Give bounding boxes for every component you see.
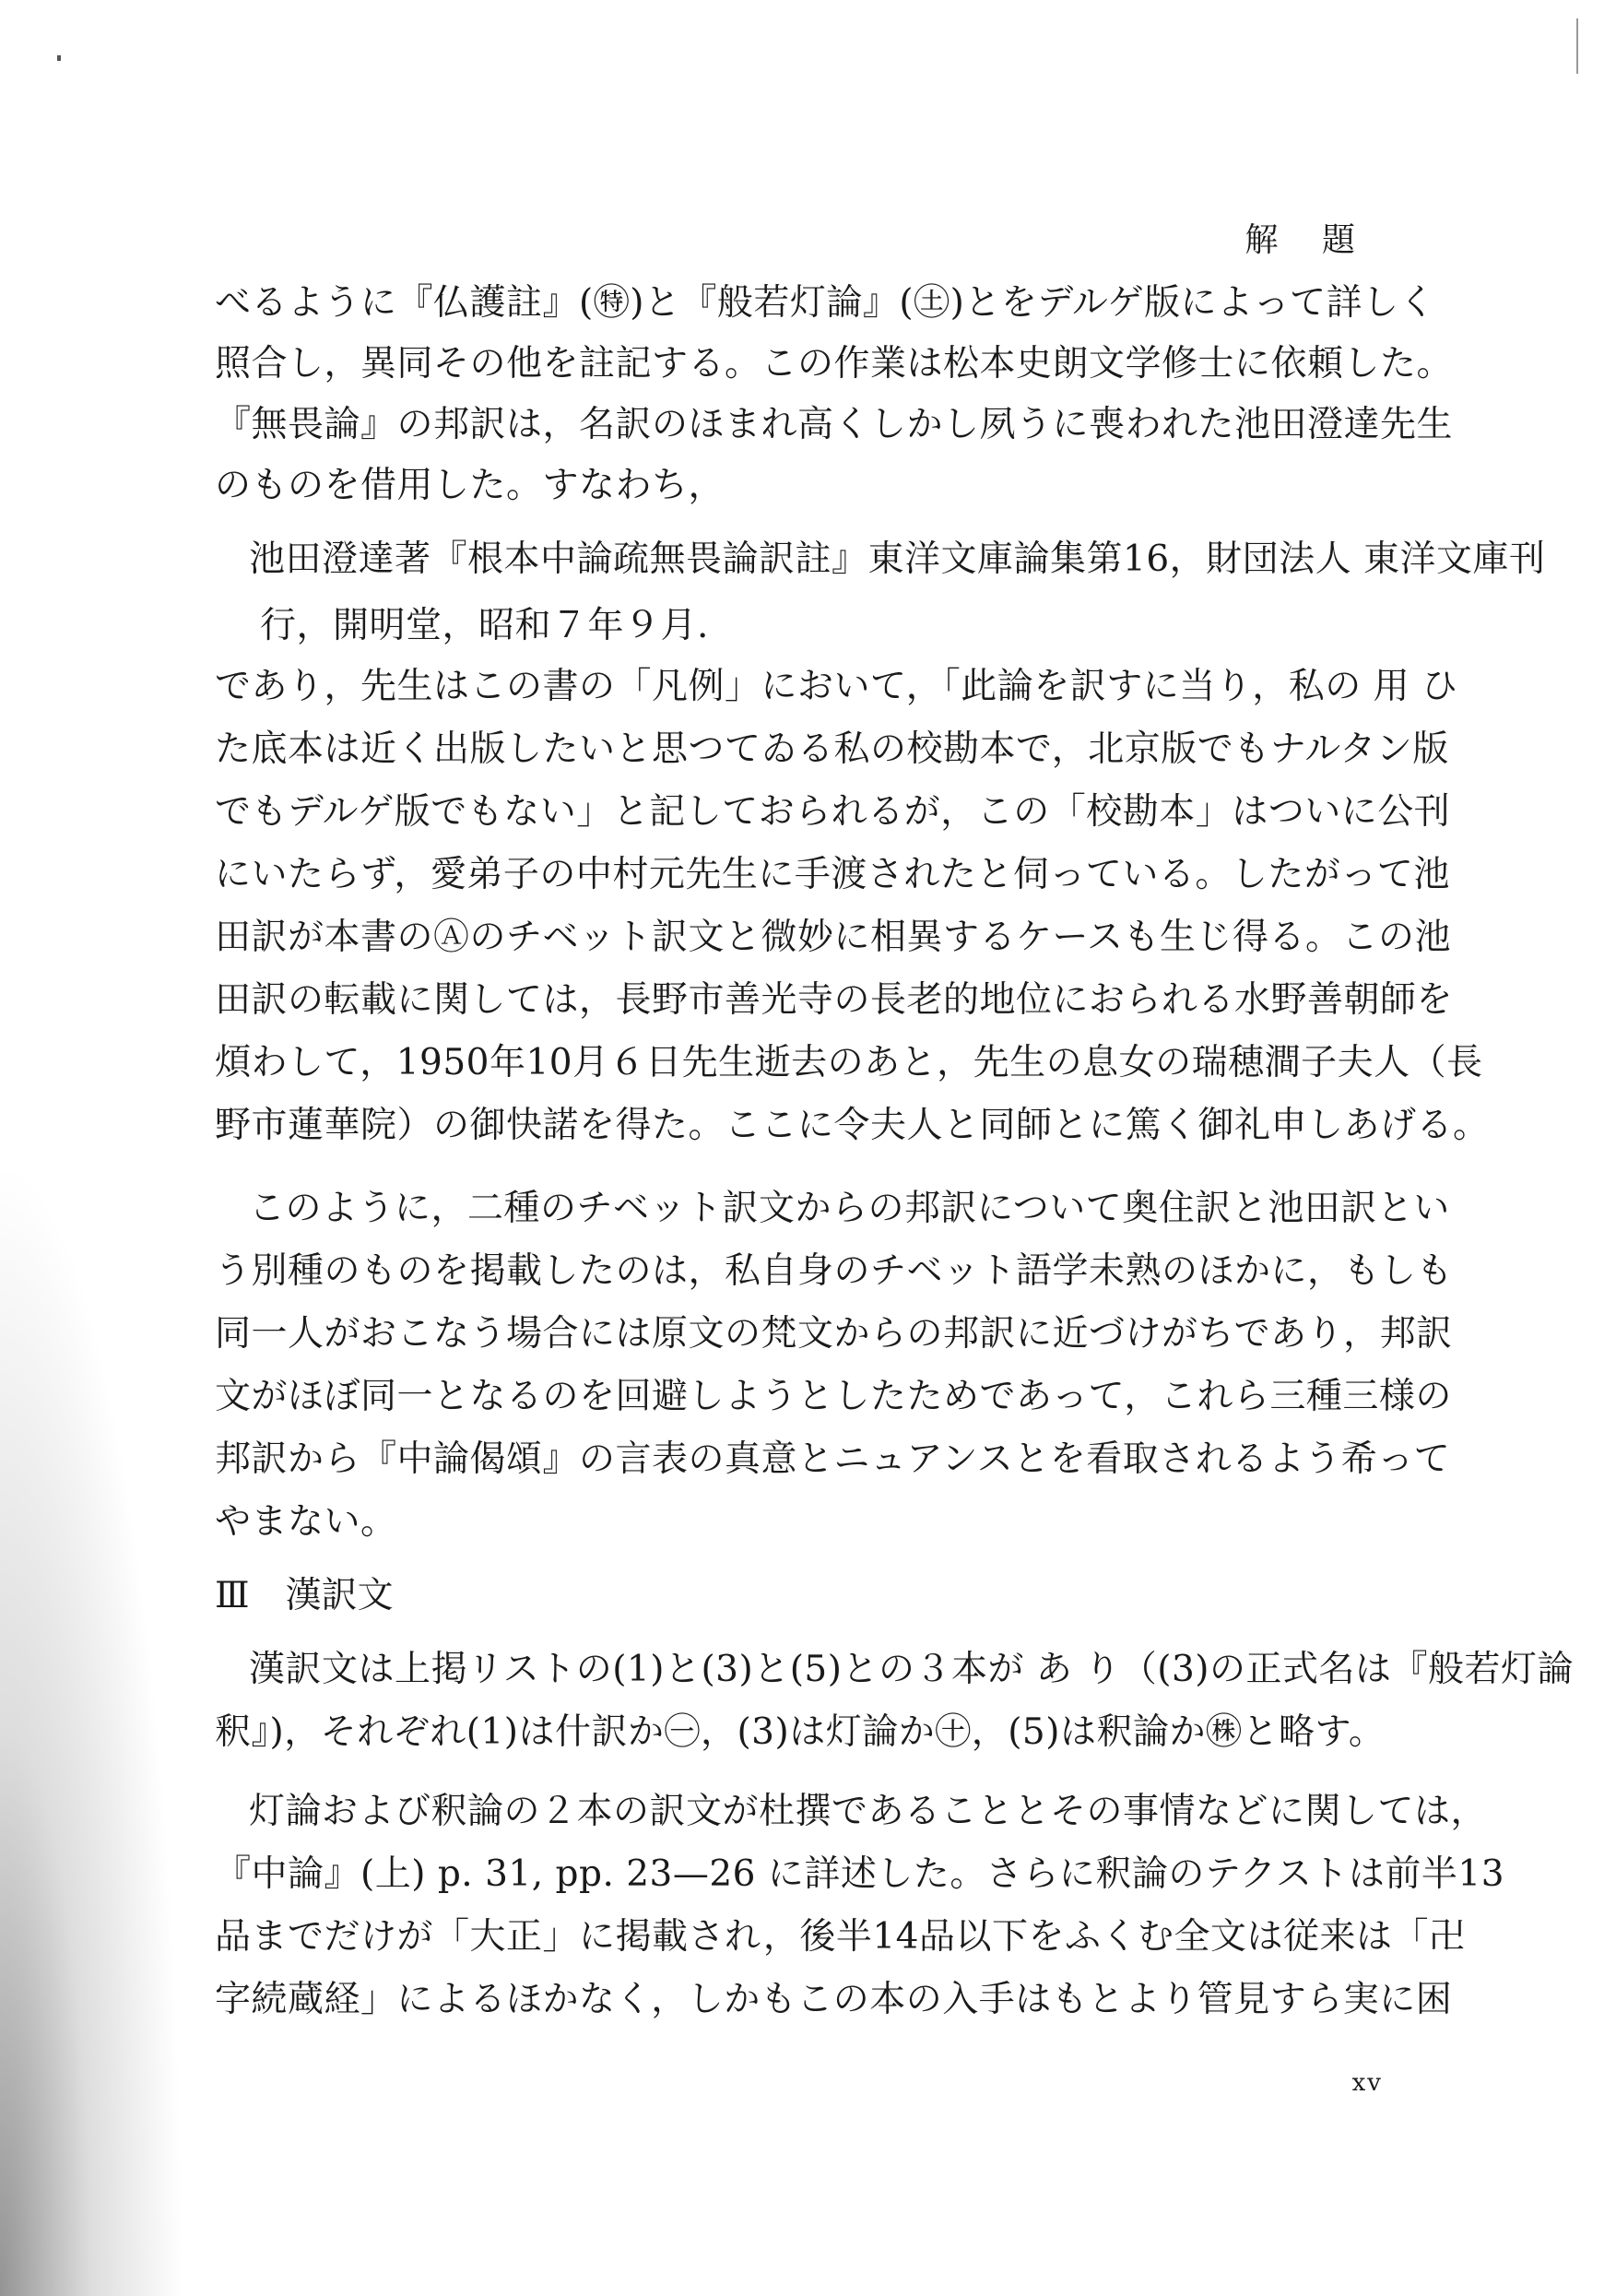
text-line: 田訳の転載に関しては，長野市善光寺の長老的地位におられる水野善朝師を: [215, 979, 1454, 1021]
text-line: 釈』)，それぞれ(1)は什訳か㊀，(3)は灯論か㊉，(5)は釈論か㊑と略す。: [215, 1711, 1386, 1753]
section-heading: Ⅲ 漢訳文: [215, 1575, 394, 1616]
scan-speck: [1576, 18, 1578, 74]
running-title: 解 題: [1244, 221, 1372, 259]
text-line: 灯論および釈論の２本の訳文が杜撰であることとその事情などに関しては，: [249, 1791, 1488, 1832]
text-line: 品までだけが「大正」に掲載され，後半14品以下をふくむ全文は従来は「卍: [215, 1916, 1466, 1958]
text-line: でもデルゲ版でもない」と記しておられるが，この「校勘本」はついに公刊: [215, 791, 1451, 833]
text-line: 照合し，異同その他を註記する。この作業は松本史朗文学修士に依頼した。: [215, 343, 1454, 385]
text-line: た底本は近く出版したいと思つてゐる私の校勘本で，北京版でもナルタン版: [215, 728, 1449, 770]
text-line: 『中論』(上) p. 31, pp. 23—26 に詳述した。さらに釈論のテクストは前半13: [215, 1853, 1505, 1895]
text-line: このように，二種のチベット訳文からの邦訳について奥住訳と池田訳とい: [249, 1188, 1450, 1229]
text-line: 文がほぼ同一となるのを回避しようとしたためであって，これら三種三様の: [215, 1376, 1452, 1417]
text-line: やまない。: [215, 1501, 397, 1543]
text-line: 字続蔵経」によるほかなく，しかもこの本の入手はもとより管見すら実に困: [215, 1979, 1453, 2020]
text-line: う別種のものを掲載したのは，私自身のチベット語学未熟のほかに，もしも: [215, 1250, 1454, 1292]
text-line: 田訳が本書のⒶのチベット訳文と微妙に相異するケースも生じ得る。この池: [215, 917, 1452, 958]
text-line: 邦訳から『中論偈頌』の言表の真意とニュアンスとを看取されるよう希って: [215, 1438, 1451, 1480]
text-line: 野市蓮華院）の御快諾を得た。ここに令夫人と同師とに篤く御礼申しあげる。: [215, 1105, 1490, 1146]
scan-shadow: [0, 1153, 184, 2296]
scan-speck: [57, 55, 61, 61]
text-line: 『無畏論』の邦訳は，名訳のほまれ高くしかし夙うに喪われた池田澄達先生: [215, 404, 1454, 445]
text-line: のものを借用した。すなわち，: [215, 465, 725, 506]
text-line: にいたらず，愛弟子の中村元先生に手渡されたと伺っている。したがって池: [215, 854, 1450, 895]
text-line: 煩わして，1950年10月６日先生逝去のあと，先生の息女の瑞穂澗子夫人（長: [215, 1042, 1483, 1083]
text-line: 同一人がおこなう場合には原文の梵文からの邦訳に近づけがちであり，邦訳: [215, 1313, 1453, 1355]
page-number: xv: [1351, 2069, 1383, 2097]
text-line: であり，先生はこの書の「凡例」において，「此論を訳すに当り，私の 用 ひ: [215, 666, 1458, 707]
text-line: べるように『仏護註』(㊕)と『般若灯論』(㊏)とをデルゲ版によって詳しく: [215, 282, 1436, 324]
citation-line: 池田澄達著『根本中論疏無畏論訳註』東洋文庫論集第16，財団法人 東洋文庫刊: [249, 538, 1546, 580]
text-line: 漢訳文は上掲リストの(1)と(3)と(5)との３本が あ り（(3)の正式名は『般若灯論: [249, 1649, 1574, 1690]
citation-line: 行，開明堂，昭和７年９月.: [260, 605, 709, 646]
